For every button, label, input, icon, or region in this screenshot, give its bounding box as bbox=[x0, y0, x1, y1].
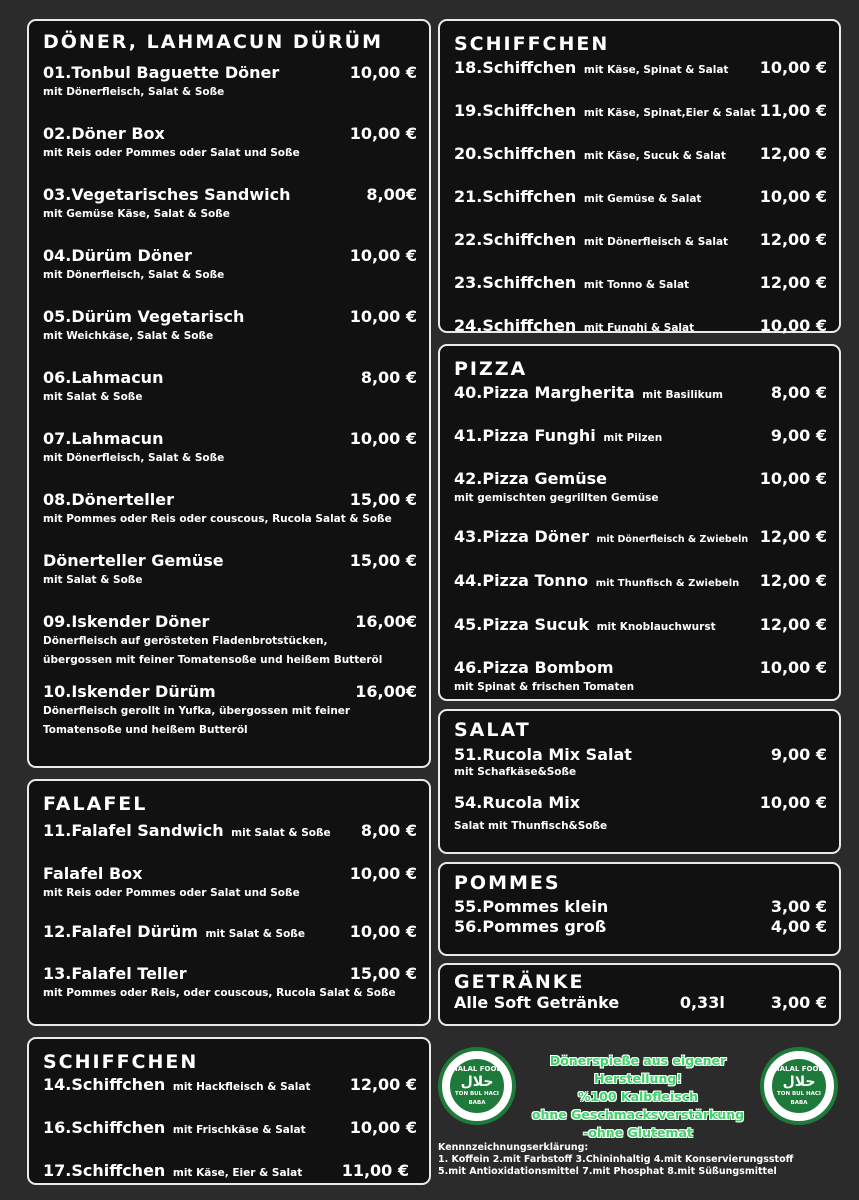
item-price: 16,00€ bbox=[355, 612, 417, 631]
menu-item bbox=[454, 426, 827, 448]
item-name: 54.Rucola Mix bbox=[454, 793, 581, 812]
item-price: 10,00 € bbox=[759, 793, 827, 812]
salat-panel bbox=[438, 709, 841, 854]
item-price: 10,00 € bbox=[349, 922, 417, 941]
item-sub: mit Funghi & Salat bbox=[583, 322, 695, 334]
item-name: 43.Pizza Döner bbox=[454, 527, 589, 546]
menu-item bbox=[43, 368, 417, 406]
menu-item bbox=[454, 745, 827, 779]
item-name: 18.Schiffchen bbox=[454, 58, 577, 77]
item-price: 8,00 € bbox=[770, 383, 827, 402]
item-price: 12,00 € bbox=[759, 273, 827, 292]
menu-item bbox=[454, 58, 827, 80]
item-price: 12,00 € bbox=[759, 230, 827, 249]
item-sub: mit Käse, Eier & Salat bbox=[172, 1167, 303, 1179]
item-sub: mit Dönerfleisch & Zwiebeln bbox=[596, 534, 749, 545]
item-price: 10,00 € bbox=[759, 58, 827, 77]
item-price: 11,00 € bbox=[759, 101, 827, 120]
promo-text bbox=[510, 1052, 766, 1142]
menu-item bbox=[43, 429, 417, 467]
menu-item bbox=[454, 615, 827, 637]
item-price: 4,00 € bbox=[770, 917, 827, 936]
item-sub: mit Käse, Spinat,Eier & Salat bbox=[583, 107, 756, 119]
legend-line: 1. Koffein 2.mit Farbstoff 3.Chininhaltig 4.mit Konservierungsstoff bbox=[438, 1154, 794, 1165]
halal-badge-top-text: HALAL FOOD bbox=[773, 1064, 825, 1073]
item-price: 11,00 € bbox=[341, 1161, 409, 1180]
item-price: 12,00 € bbox=[349, 1075, 417, 1094]
item-price: 10,00 € bbox=[349, 429, 417, 448]
halal-badge-right bbox=[760, 1047, 838, 1125]
item-desc: Dönerfleisch auf gerösteten Fladenbrotstücken, bbox=[43, 635, 328, 647]
menu-item bbox=[43, 821, 417, 843]
item-price: 10,00 € bbox=[349, 63, 417, 82]
item-name: 11.Falafel Sandwich bbox=[43, 821, 224, 840]
item-name: 06.Lahmacun bbox=[43, 368, 164, 387]
item-price: 10,00 € bbox=[349, 246, 417, 265]
getraenke-panel bbox=[438, 963, 841, 1026]
item-name: 19.Schiffchen bbox=[454, 101, 577, 120]
item-name: 44.Pizza Tonno bbox=[454, 571, 589, 590]
item-price: 10,00 € bbox=[349, 307, 417, 326]
menu-item bbox=[454, 571, 827, 594]
item-name: 07.Lahmacun bbox=[43, 429, 164, 448]
item-price: 10,00 € bbox=[349, 124, 417, 143]
section-title-getraenke: GETRÄNKE bbox=[454, 971, 585, 993]
schiffchen-left-panel bbox=[27, 1037, 431, 1185]
menu-item bbox=[43, 63, 417, 101]
item-price: 8,00€ bbox=[366, 185, 417, 204]
item-price: 12,00 € bbox=[759, 571, 827, 590]
halal-badge-bottom-text: TON BUL HACI BABA bbox=[455, 1090, 499, 1106]
item-desc: mit gemischten gegrillten Gemüse bbox=[454, 492, 659, 504]
item-price: 9,00 € bbox=[770, 426, 827, 445]
item-price: 12,00 € bbox=[759, 615, 827, 634]
item-name: 14.Schiffchen bbox=[43, 1075, 166, 1094]
item-desc: mit Dönerfleisch, Salat & Soße bbox=[43, 86, 225, 98]
menu-item bbox=[454, 383, 827, 405]
item-desc: mit Gemüse Käse, Salat & Soße bbox=[43, 208, 230, 220]
item-name: 12.Falafel Dürüm bbox=[43, 922, 198, 941]
menu-item bbox=[454, 187, 827, 209]
item-price: 10,00 € bbox=[759, 187, 827, 206]
item-name: 40.Pizza Margherita bbox=[454, 383, 635, 402]
item-desc: mit Dönerfleisch, Salat & Soße bbox=[43, 452, 225, 464]
menu-item bbox=[43, 682, 417, 741]
item-desc: mit Pommes oder Reis, oder couscous, Rucola Salat & Soße bbox=[43, 987, 396, 999]
section-title-salat: SALAT bbox=[454, 719, 531, 741]
item-desc-2: Tomatensoße und heißem Butteröl bbox=[43, 724, 248, 736]
item-sub: mit Salat & Soße bbox=[231, 827, 331, 839]
item-name: 41.Pizza Funghi bbox=[454, 426, 596, 445]
item-desc: mit Schafkäse&Soße bbox=[454, 766, 577, 778]
menu-item bbox=[43, 612, 417, 671]
item-name: 17.Schiffchen bbox=[43, 1161, 166, 1180]
menu-item bbox=[454, 316, 827, 338]
item-price: 8,00 € bbox=[360, 821, 417, 840]
item-name: 21.Schiffchen bbox=[454, 187, 577, 206]
item-name: 09.Iskender Döner bbox=[43, 612, 210, 631]
item-desc: Salat mit Thunfisch&Soße bbox=[454, 820, 608, 832]
item-price: 3,00 € bbox=[770, 993, 827, 1012]
legend-title: Kennnzeichnungserklärung: bbox=[438, 1142, 589, 1153]
menu-item bbox=[454, 101, 827, 123]
item-name: 46.Pizza Bombom bbox=[454, 658, 614, 677]
menu-item bbox=[454, 897, 827, 917]
item-desc: mit Dönerfleisch, Salat & Soße bbox=[43, 269, 225, 281]
item-desc: mit Salat & Soße bbox=[43, 574, 143, 586]
menu-item bbox=[43, 490, 417, 528]
promo-line: %100 Kalbfleisch bbox=[577, 1089, 699, 1104]
menu-item bbox=[43, 185, 417, 223]
section-title-doener: DÖNER, LAHMACUN DÜRÜM bbox=[43, 31, 383, 53]
item-name: Alle Soft Getränke bbox=[454, 993, 620, 1012]
menu-item bbox=[454, 144, 827, 166]
item-name: 02.Döner Box bbox=[43, 124, 165, 143]
item-price: 10,00 € bbox=[759, 469, 827, 488]
item-name: Falafel Box bbox=[43, 864, 143, 883]
item-desc: Dönerfleisch gerollt in Yufka, übergossen mit feiner bbox=[43, 705, 351, 717]
item-name: 42.Pizza Gemüse bbox=[454, 469, 607, 488]
halal-badge-bottom-text: TON BUL HACI BABA bbox=[777, 1090, 821, 1106]
item-name: 05.Dürüm Vegetarisch bbox=[43, 307, 245, 326]
menu-item bbox=[43, 1118, 417, 1140]
promo-line: -ohne Glutemat bbox=[583, 1125, 693, 1140]
item-name: 03.Vegetarisches Sandwich bbox=[43, 185, 291, 204]
item-name: 23.Schiffchen bbox=[454, 273, 577, 292]
item-desc: mit Reis oder Pommes oder Salat und Soße bbox=[43, 147, 300, 159]
menu-item bbox=[454, 273, 827, 295]
item-name: 04.Dürüm Döner bbox=[43, 246, 192, 265]
falafel-panel bbox=[27, 779, 431, 1026]
item-sub: mit Hackfleisch & Salat bbox=[172, 1081, 311, 1093]
menu-item bbox=[43, 551, 417, 589]
menu-item bbox=[43, 864, 417, 902]
item-name: 20.Schiffchen bbox=[454, 144, 577, 163]
schiffchen-right-panel bbox=[438, 19, 841, 333]
menu-item bbox=[454, 230, 827, 252]
legend-line: 5.mit Antioxidationsmittel 7.mit Phosphat 8.mit Süßungsmittel bbox=[438, 1166, 777, 1177]
item-sub: mit Frischkäse & Salat bbox=[172, 1124, 306, 1136]
menu-item bbox=[454, 527, 827, 550]
item-desc: mit Salat & Soße bbox=[43, 391, 143, 403]
menu-item bbox=[454, 658, 827, 696]
item-price: 10,00 € bbox=[349, 864, 417, 883]
pommes-panel bbox=[438, 862, 841, 956]
item-name: Dönerteller Gemüse bbox=[43, 551, 224, 570]
menu-item bbox=[43, 124, 417, 162]
item-desc: mit Reis oder Pommes oder Salat und Soße bbox=[43, 887, 300, 899]
item-sub: mit Pilzen bbox=[603, 432, 663, 444]
item-sub: mit Basilikum bbox=[642, 389, 723, 401]
promo-line: Dönerspieße aus eigener Herstellung! bbox=[549, 1053, 727, 1086]
item-price: 15,00 € bbox=[349, 964, 417, 983]
item-name: 24.Schiffchen bbox=[454, 316, 577, 335]
item-sub: mit Thunfisch & Zwiebeln bbox=[595, 578, 740, 589]
item-sub: mit Dönerfleisch & Salat bbox=[583, 236, 729, 248]
item-desc: mit Weichkäse, Salat & Soße bbox=[43, 330, 214, 342]
halal-badge-arabic: حلال bbox=[782, 1073, 816, 1090]
section-title-pommes: POMMES bbox=[454, 872, 561, 894]
doener-list bbox=[43, 63, 417, 741]
promo-line: ohne Geschmacksverstärkung bbox=[531, 1107, 745, 1122]
item-price: 10,00 € bbox=[759, 316, 827, 335]
menu-item bbox=[454, 917, 827, 937]
section-title-pizza: PIZZA bbox=[454, 358, 528, 380]
item-price: 12,00 € bbox=[759, 527, 827, 546]
menu-item bbox=[43, 1075, 417, 1097]
halal-badge-top-text: HALAL FOOD bbox=[451, 1064, 503, 1073]
item-size: 0,33l bbox=[679, 993, 725, 1012]
item-name: 08.Dönerteller bbox=[43, 490, 174, 509]
menu-item bbox=[43, 964, 417, 1002]
doener-panel bbox=[27, 19, 431, 768]
item-price: 15,00 € bbox=[349, 551, 417, 570]
item-price: 15,00 € bbox=[349, 490, 417, 509]
menu-item bbox=[454, 993, 827, 1013]
item-price: 12,00 € bbox=[759, 144, 827, 163]
section-title-schiffchen: SCHIFFCHEN bbox=[454, 33, 610, 55]
item-name: 45.Pizza Sucuk bbox=[454, 615, 589, 634]
item-price: 8,00 € bbox=[360, 368, 417, 387]
item-sub: mit Gemüse & Salat bbox=[583, 193, 702, 205]
menu-item bbox=[43, 246, 417, 284]
item-price: 10,00 € bbox=[349, 1118, 417, 1137]
allergen-legend bbox=[438, 1142, 848, 1178]
item-name: 01.Tonbul Baguette Döner bbox=[43, 63, 280, 82]
item-price: 16,00€ bbox=[355, 682, 417, 701]
menu-item bbox=[43, 922, 417, 944]
item-sub: mit Knoblauchwurst bbox=[596, 621, 716, 633]
item-sub: mit Käse, Spinat & Salat bbox=[583, 64, 729, 76]
halal-badge-arabic: حلال bbox=[460, 1073, 494, 1090]
item-sub: mit Käse, Sucuk & Salat bbox=[583, 150, 726, 162]
item-desc: mit Spinat & frischen Tomaten bbox=[454, 681, 635, 693]
item-name: 55.Pommes klein bbox=[454, 897, 609, 916]
item-name: 56.Pommes groß bbox=[454, 917, 607, 936]
menu-item bbox=[43, 1161, 417, 1183]
item-name: 16.Schiffchen bbox=[43, 1118, 166, 1137]
item-price: 9,00 € bbox=[770, 745, 827, 764]
item-price: 3,00 € bbox=[770, 897, 827, 916]
item-name: 10.Iskender Dürüm bbox=[43, 682, 216, 701]
halal-badge-left bbox=[438, 1047, 516, 1125]
section-title-falafel: FALAFEL bbox=[43, 793, 148, 815]
item-sub: mit Tonno & Salat bbox=[583, 279, 690, 291]
section-title-schiffchen: SCHIFFCHEN bbox=[43, 1051, 199, 1073]
pizza-panel bbox=[438, 344, 841, 701]
item-desc: mit Pommes oder Reis oder couscous, Rucola Salat & Soße bbox=[43, 513, 392, 525]
item-name: 13.Falafel Teller bbox=[43, 964, 187, 983]
item-desc-2: übergossen mit feiner Tomatensoße und heißem Butteröl bbox=[43, 654, 383, 666]
menu-item bbox=[454, 793, 827, 839]
item-sub: mit Salat & Soße bbox=[205, 928, 305, 940]
item-name: 22.Schiffchen bbox=[454, 230, 577, 249]
item-name: 51.Rucola Mix Salat bbox=[454, 745, 632, 764]
menu-item bbox=[43, 307, 417, 345]
item-price: 10,00 € bbox=[759, 658, 827, 677]
menu-item bbox=[454, 469, 827, 507]
